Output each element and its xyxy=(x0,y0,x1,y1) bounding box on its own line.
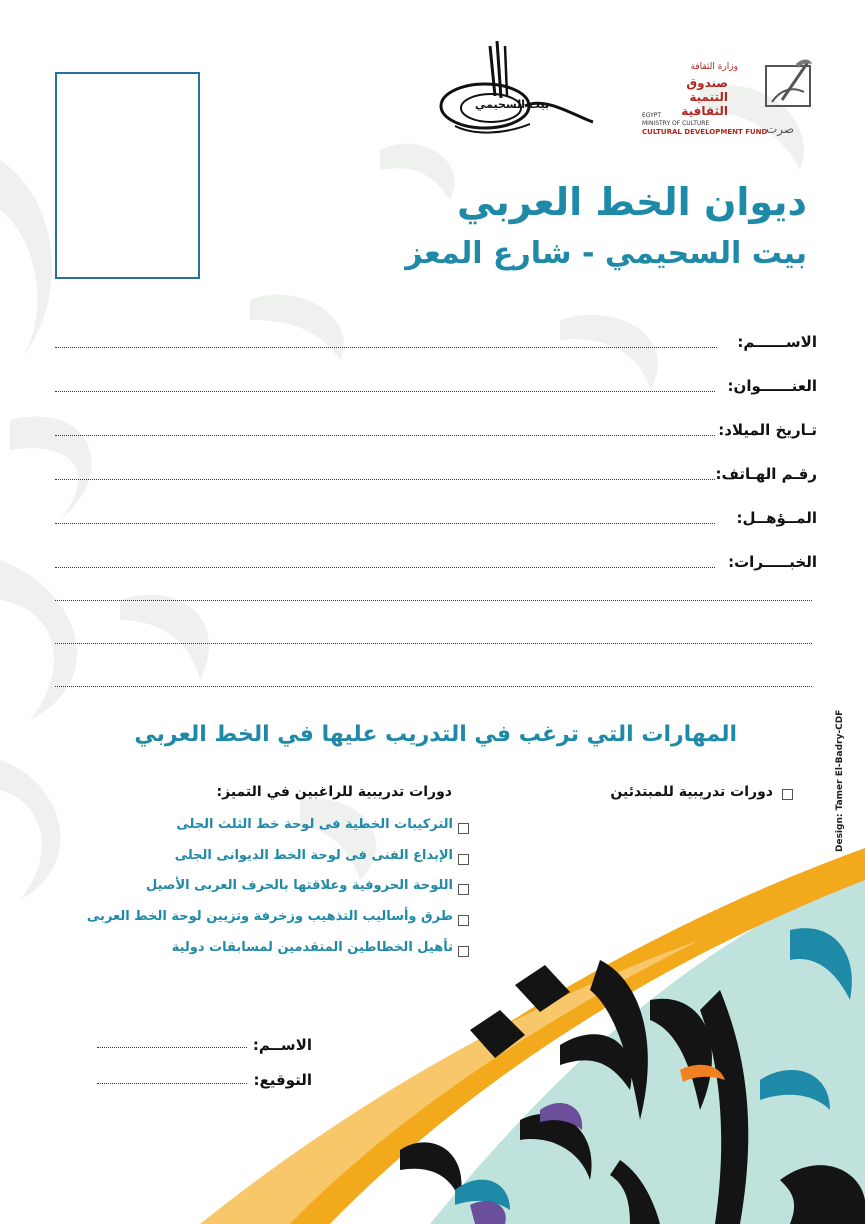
course-1-label: التركيبات الخطية فى لوحة خط الثلث الجلى xyxy=(176,817,453,832)
checkbox-course-5[interactable] xyxy=(458,946,469,957)
field-line-experience-3[interactable] xyxy=(55,643,812,644)
logo-mark xyxy=(435,36,595,140)
emblem-icon xyxy=(762,56,818,128)
field-line-phone[interactable] xyxy=(55,479,715,480)
course-2-label: الإبداع الفنى فى لوحة الخط الديوانى الجلى xyxy=(174,848,453,863)
skills-title: المهارات التي ترغب في التدريب عليها في الخط العربي xyxy=(134,722,737,747)
signature-line[interactable] xyxy=(97,1083,247,1084)
field-line-birthdate[interactable] xyxy=(55,435,715,436)
field-label-birthdate: تـاريخ الميلاد: xyxy=(718,421,817,439)
ministry-en: MINISTRY OF CULTURE xyxy=(642,120,710,127)
signature-label: التوقيع: xyxy=(253,1071,312,1089)
signature-name-label: الاســم: xyxy=(252,1036,312,1054)
field-line-qualification[interactable] xyxy=(55,523,715,524)
beginners-label: دورات تدريبية للمبتدئين xyxy=(610,784,773,800)
photo-box[interactable] xyxy=(55,72,200,279)
field-label-address: العنــــــوان: xyxy=(727,377,817,395)
fund-ar-line1: صندوق xyxy=(686,76,728,90)
field-line-address[interactable] xyxy=(55,391,715,392)
course-5-label: تأهيل الخطاطين المتقدمين لمسابقات دولية xyxy=(171,940,453,955)
checkbox-course-1[interactable] xyxy=(458,823,469,834)
field-label-experience: الخبـــــرات: xyxy=(728,553,817,571)
ministry-ar: وزارة الثقافة xyxy=(690,62,738,72)
signature-name-line[interactable] xyxy=(97,1047,247,1048)
course-4-label: طرق وأساليب التذهيب وزخرفة وتزيين لوحة الخط العربى xyxy=(86,909,453,924)
checkbox-course-2[interactable] xyxy=(458,854,469,865)
field-line-experience-4[interactable] xyxy=(55,686,812,687)
field-label-phone: رقـم الهـاتف: xyxy=(715,465,817,483)
checkbox-course-3[interactable] xyxy=(458,884,469,895)
advanced-heading: دورات تدريبية للراغبين في التميز: xyxy=(216,784,452,800)
org-logo xyxy=(640,56,820,146)
fund-en: CULTURAL DEVELOPMENT FUND xyxy=(642,128,768,136)
emblem-caption: صرت xyxy=(766,122,795,136)
designer-credit: Design: Tamer El-Badry-CDF xyxy=(835,709,845,852)
logo-text: بيت السحيمي xyxy=(475,98,550,111)
field-line-experience-2[interactable] xyxy=(55,600,812,601)
calligraphy-logo xyxy=(435,36,595,140)
field-line-name[interactable] xyxy=(55,347,717,348)
fund-ar-line2: التنمية xyxy=(689,90,728,104)
field-line-experience[interactable] xyxy=(55,567,715,568)
course-3-label: اللوحة الحروفية وعلاقتها بالحرف العربى الأصيل xyxy=(146,878,453,893)
field-label-qualification: المــؤهــل: xyxy=(736,509,817,527)
fund-ar-line3: الثقافية xyxy=(681,104,728,118)
checkbox-course-4[interactable] xyxy=(458,915,469,926)
page-title: ديوان الخط العربي xyxy=(457,180,807,224)
field-label-name: الاســــــم: xyxy=(737,333,817,351)
egypt-en: EGYPT xyxy=(642,112,662,119)
page-subtitle: بيت السحيمي - شارع المعز xyxy=(405,236,807,271)
checkbox-beginners[interactable] xyxy=(782,789,793,800)
